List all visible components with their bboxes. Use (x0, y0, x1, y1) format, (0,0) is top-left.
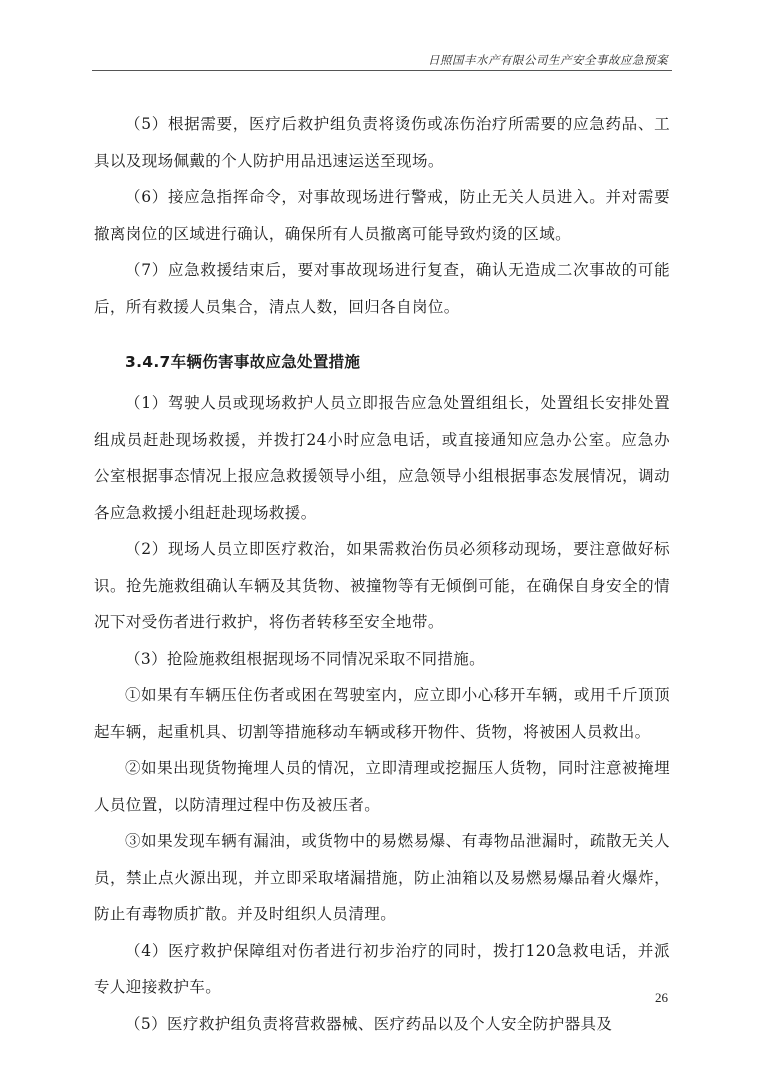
paragraph-2-medical-treatment: （2）现场人员立即医疗救治，如果需救治伤员必须移动现场，要注意做好标识。抢先施救组确认车辆及其货物、被撞物等有无倾倒可能，在确保自身安全的情况下对受伤者进行救护，将伤者转移至安全地带。 (94, 540, 670, 631)
paragraph-measure-2-buried: ②如果出现货物掩埋人员的情况，立即清理或挖掘压人货物，同时注意被掩埋人员位置，以防清理过程中伤及被压者。 (94, 759, 670, 814)
section-heading: 3.4.7车辆伤害事故应急处置措施 (125, 353, 361, 371)
paragraph-4-emergency-call: （4）医疗救护保障组对伤者进行初步治疗的同时，拨打120急救电话，并派专人迎接救护车。 (94, 941, 670, 996)
paragraph-3-rescue-measures: （3）抢险施救组根据现场不同情况采取不同措施。 (125, 649, 486, 668)
paragraph-1-report: （1）驾驶人员或现场救护人员立即报告应急处置组组长，处置组长安排处置组成员赶赴现场救援，并拨打24小时应急电话，或直接通知应急办公室。应急办公室根据事态情况上报应急救援领导小组，应急领导小组根据事态发展情况，调动各应急救援小组赶赴现场救援。 (94, 394, 670, 522)
document-header: 日照国丰水产有限公司生产安全事故应急预案 (428, 53, 668, 67)
paragraph-measure-1-trapped: ①如果有车辆压住伤者或困在驾驶室内，应立即小心移开车辆，或用千斤顶顶起车辆，起重机具、切割等措施移动车辆或移开物件、货物，将被困人员救出。 (94, 686, 670, 741)
header-divider (92, 70, 672, 71)
paragraph-5-medical-supplies: （5）根据需要，医疗后救护组负责将烫伤或冻伤治疗所需要的应急药品、工具以及现场佩戴的个人防护用品迅速运送至现场。 (94, 115, 670, 170)
paragraph-6-cordon: （6）接应急指挥命令，对事故现场进行警戒，防止无关人员进入。并对需要撤离岗位的区域进行确认，确保所有人员撤离可能导致灼烫的区域。 (94, 188, 670, 243)
page-number: 26 (655, 990, 668, 1005)
paragraph-measure-3-leak: ③如果发现车辆有漏油，或货物中的易燃易爆、有毒物品泄漏时，疏散无关人员，禁止点火源出现，并立即采取堵漏措施，防止油箱以及易燃易爆品着火爆炸，防止有毒物质扩散。并及时组织人员清理。 (94, 832, 670, 923)
paragraph-5-equipment: （5）医疗救护组负责将营救器械、医疗药品以及个人安全防护器具及 (125, 1014, 613, 1033)
document-body (94, 106, 670, 1042)
paragraph-7-recheck: （7）应急救援结束后，要对事故现场进行复查，确认无造成二次事故的可能后，所有救援人员集合，清点人数，回归各自岗位。 (94, 261, 670, 316)
